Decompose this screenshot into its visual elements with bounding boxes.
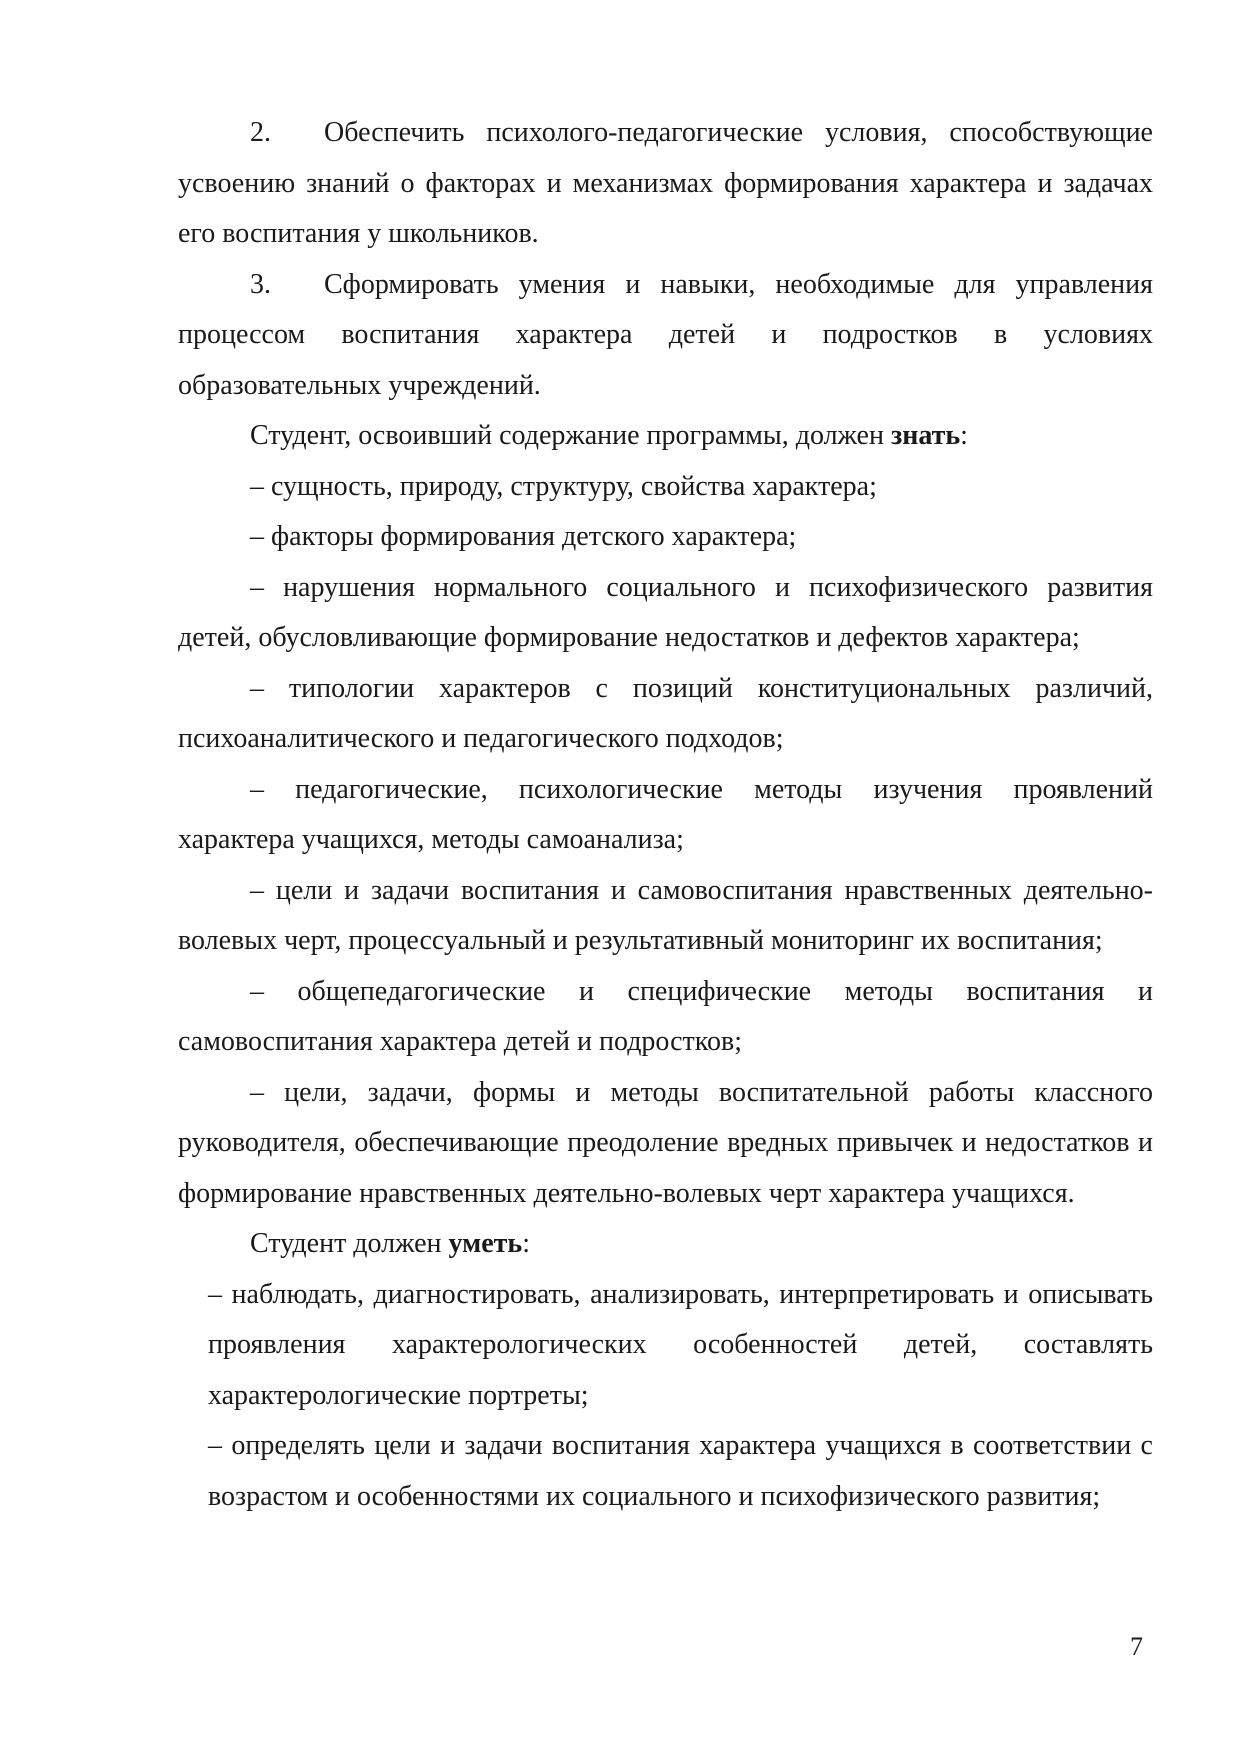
know-colon: : xyxy=(960,420,968,451)
know-item: – нарушения нормального социального и психофизического развития детей, обусловливающие формирование недостатков и дефектов характера; xyxy=(178,571,1153,653)
able-item: – наблюдать, диагностировать, анализировать, интерпретировать и описывать проявления характерологических особенностей детей, составлять характерологические портреты; xyxy=(208,1278,1153,1411)
know-item: – педагогические, психологические методы изучения проявлений характера учащихся, методы самоанализа; xyxy=(178,773,1153,855)
objective-text: Сформировать умения и навыки, необходимые для управления процессом воспитания характера детей и подростков в условиях образовательных учреждений. xyxy=(178,268,1153,401)
able-keyword: уметь xyxy=(448,1228,523,1259)
able-intro-text: Студент должен xyxy=(250,1228,442,1259)
page-number: 7 xyxy=(1130,1632,1143,1661)
know-intro-text: Студент, освоивший содержание программы, должен xyxy=(250,420,884,451)
able-intro xyxy=(178,1219,1153,1270)
know-intro xyxy=(178,411,1153,462)
objective-number: 3. xyxy=(250,268,271,300)
objective-number: 2. xyxy=(250,117,271,148)
know-item: – сущность, природу, структуру, свойства характера; xyxy=(250,470,877,502)
know-item: – типологии характеров с позиций конституциональных различий, психоаналитического и педагогического подходов; xyxy=(178,672,1153,754)
able-item: – определять цели и задачи воспитания характера учащихся в соответствии с возрастом и особенностями их социального и психофизического развития; xyxy=(208,1430,1153,1512)
know-item: – цели, задачи, формы и методы воспитательной работы классного руководителя, обеспечивающие преодоление вредных привычек и недостатков и формирование нравственных деятельно-волевых черт характера учащихся. xyxy=(178,1076,1153,1209)
document-page xyxy=(178,108,1153,1522)
objective-paragraph xyxy=(178,108,1153,260)
objective-paragraph xyxy=(178,260,1153,412)
objective-text: Обеспечить психолого-педагогические условия, способствующие усвоению знаний о факторах и механизмах формирования характера и задачах его воспитания у школьников. xyxy=(178,117,1153,249)
know-item: – факторы формирования детского характера; xyxy=(250,521,797,552)
know-item: – цели и задачи воспитания и самовоспитания нравственных деятельно-волевых черт, процессуальный и результативный мониторинг их воспитания; xyxy=(178,874,1153,956)
know-item: – общепедагогические и специфические методы воспитания и самовоспитания характера детей и подростков; xyxy=(178,975,1153,1057)
know-keyword: знать xyxy=(890,420,961,451)
able-colon: : xyxy=(522,1228,531,1259)
